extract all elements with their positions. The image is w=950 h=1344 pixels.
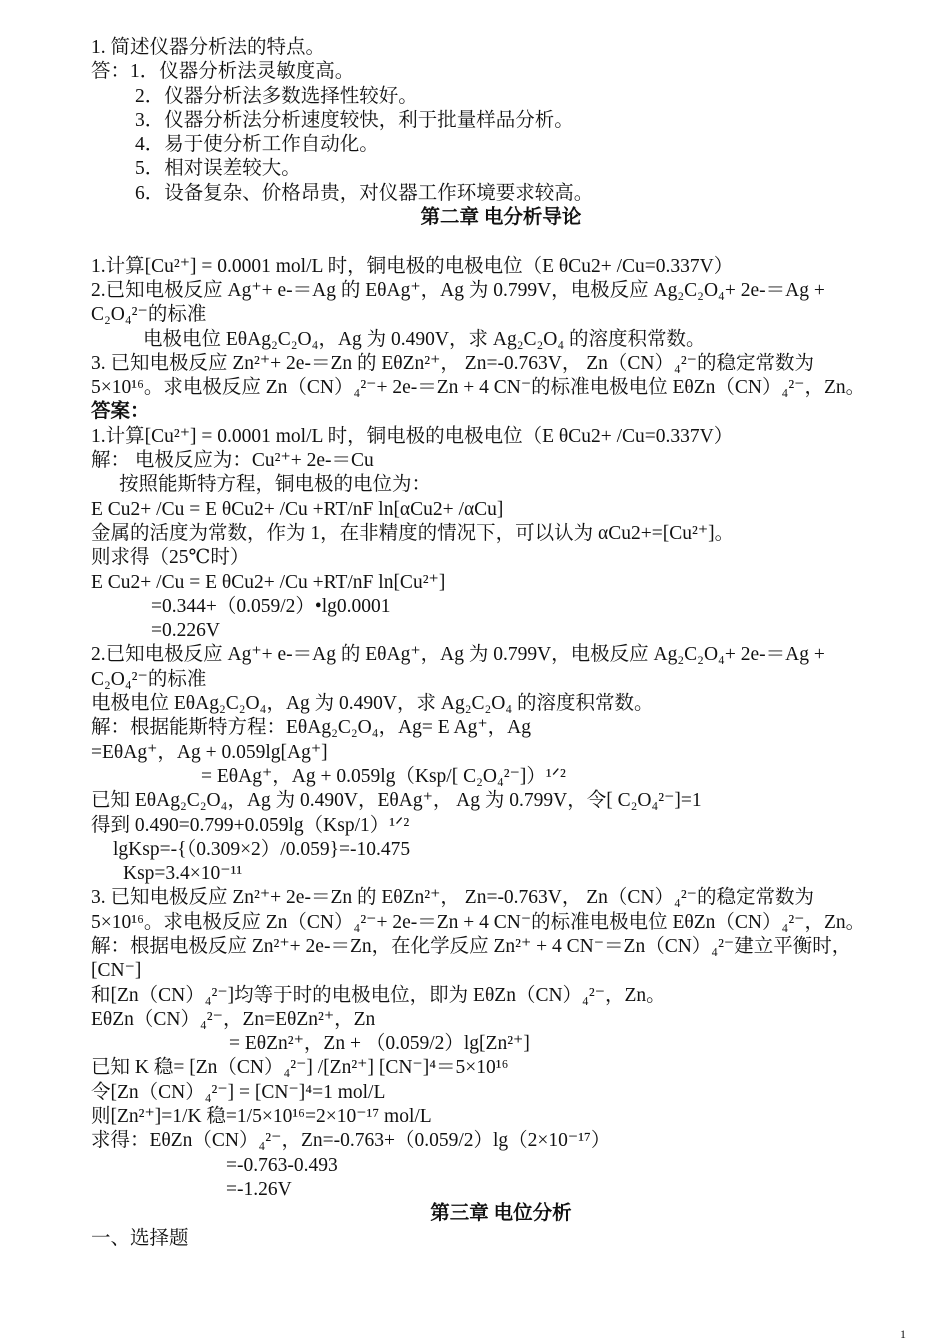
text-line: 已知 K 稳= [Zn（CN）₄²⁻] /[Zn²⁺] [CN⁻]⁴＝5×10¹⁶ <box>91 1057 509 1079</box>
text-line: C₂O₄²⁻的标准 <box>91 668 207 690</box>
text-line: =0.344+（0.059/2）•lg0.0001 <box>151 595 391 617</box>
text-line: 3．仪器分析法分析速度较快，利于批量样品分析。 <box>135 109 574 131</box>
text-line: 答：1．仪器分析法灵敏度高。 <box>91 61 355 83</box>
chapter-heading: 第三章 电位分析 <box>430 1203 572 1225</box>
blank-line <box>91 230 911 254</box>
text-line: 2.已知电极反应 Ag⁺+ e-＝Ag 的 EθAg⁺，Ag 为 0.799V，电极反应 Ag₂C₂O₄+ 2e-＝Ag + <box>91 279 825 301</box>
text-line: 5．相对误差较大。 <box>135 158 301 180</box>
text-line: = EθAg⁺，Ag + 0.059lg（Ksp/[ C₂O₄²⁻]）¹ᐟ² <box>201 765 566 787</box>
text-line: lgKsp=-{（0.309×2）/0.059}=-10.475 <box>113 838 411 860</box>
text-line: 2．仪器分析法多数选择性较好。 <box>135 85 418 107</box>
text-line: 1.计算[Cu²⁺] = 0.0001 mol/L 时，铜电极的电极电位（E θCu2+ /Cu=0.337V） <box>91 255 734 277</box>
text-line: 令[Zn（CN）₄²⁻] = [CN⁻]⁴=1 mol/L <box>91 1081 386 1103</box>
text-line: =0.226V <box>151 620 220 642</box>
text-line: 解：根据能斯特方程：EθAg₂C₂O₄，Ag= E Ag⁺，Ag <box>91 717 531 739</box>
text-line: =-1.26V <box>226 1178 292 1200</box>
text-line: 4．易于使分析工作自动化。 <box>135 134 379 156</box>
text-line: E Cu2+ /Cu = E θCu2+ /Cu +RT/nF ln[αCu2+ /αCu] <box>91 498 504 520</box>
text-line: 金属的活度为常数，作为 1，在非精度的情况下，可以认为 αCu2+=[Cu²⁺]。 <box>91 522 735 544</box>
text-line: 5×10¹⁶。求电极反应 Zn（CN）₄²⁻+ 2e-＝Zn + 4 CN⁻的标准电极电位 EθZn（CN）₄²⁻，Zn。 <box>91 377 866 399</box>
text-line: =-0.763-0.493 <box>226 1154 338 1176</box>
text-line: 一、选择题 <box>91 1227 189 1249</box>
answer-heading: 答案： <box>91 401 150 423</box>
text-line: 求得：EθZn（CN）₄²⁻，Zn=-0.763+（0.059/2）lg（2×10⁻¹⁷） <box>91 1130 611 1152</box>
text-line: 则[Zn²⁺]=1/K 稳=1/5×10¹⁶=2×10⁻¹⁷ mol/L <box>91 1106 432 1128</box>
text-line: 得到 0.490=0.799+0.059lg（Ksp/1）¹ᐟ² <box>91 814 410 836</box>
text-line: 2.已知电极反应 Ag⁺+ e-＝Ag 的 EθAg⁺，Ag 为 0.799V，电极反应 Ag₂C₂O₄+ 2e-＝Ag + <box>91 644 825 666</box>
document-body <box>91 36 911 1251</box>
text-line: = EθZn²⁺，Zn + （0.059/2）lg[Zn²⁺] <box>229 1033 530 1055</box>
text-line: 电极电位 EθAg₂C₂O₄，Ag 为 0.490V，求 Ag₂C₂O₄ 的溶度积常数。 <box>143 328 706 350</box>
text-line: [CN⁻] <box>91 960 142 982</box>
text-line: Ksp=3.4×10⁻¹¹ <box>123 863 243 885</box>
text-line: 3. 已知电极反应 Zn²⁺+ 2e-＝Zn 的 EθZn²⁺， Zn=-0.763V， Zn（CN）₄²⁻的稳定常数为 <box>91 887 814 909</box>
text-line: 解： 电极反应为：Cu²⁺+ 2e-＝Cu <box>91 450 374 472</box>
text-line: 按照能斯特方程，铜电极的电位为： <box>119 474 432 496</box>
page-number: 1 <box>900 1327 906 1341</box>
text-line: 和[Zn（CN）₄²⁻]均等于时的电极电位，即为 EθZn（CN）₄²⁻，Zn。 <box>91 984 666 1006</box>
text-line: E Cu2+ /Cu = E θCu2+ /Cu +RT/nF ln[Cu²⁺] <box>91 571 446 593</box>
text-line: 解：根据电极反应 Zn²⁺+ 2e-＝Zn，在化学反应 Zn²⁺ + 4 CN⁻＝Zn（CN）₄²⁻建立平衡时， <box>91 935 852 957</box>
text-line: 1.计算[Cu²⁺] = 0.0001 mol/L 时，铜电极的电极电位（E θCu2+ /Cu=0.337V） <box>91 425 734 447</box>
text-line: EθZn（CN）₄²⁻，Zn=EθZn²⁺，Zn <box>91 1008 376 1030</box>
text-line: 5×10¹⁶。求电极反应 Zn（CN）₄²⁻+ 2e-＝Zn + 4 CN⁻的标准电极电位 EθZn（CN）₄²⁻，Zn。 <box>91 911 866 933</box>
text-line: C₂O₄²⁻的标准 <box>91 304 207 326</box>
chapter-heading: 第二章 电分析导论 <box>420 207 582 229</box>
text-line: 6．设备复杂、价格昂贵，对仪器工作环境要求较高。 <box>135 182 594 204</box>
text-line: 1. 简述仪器分析法的特点。 <box>91 37 326 58</box>
text-line: =EθAg⁺，Ag + 0.059lg[Ag⁺] <box>91 741 328 763</box>
text-line: 3. 已知电极反应 Zn²⁺+ 2e-＝Zn 的 EθZn²⁺， Zn=-0.763V， Zn（CN）₄²⁻的稳定常数为 <box>91 352 814 374</box>
text-line: 已知 EθAg₂C₂O₄，Ag 为 0.490V，EθAg⁺， Ag 为 0.799V，令[ C₂O₄²⁻]=1 <box>91 790 702 812</box>
text-line: 则求得（25℃时） <box>91 547 250 569</box>
text-line: 电极电位 EθAg₂C₂O₄，Ag 为 0.490V，求 Ag₂C₂O₄ 的溶度积常数。 <box>91 693 654 715</box>
